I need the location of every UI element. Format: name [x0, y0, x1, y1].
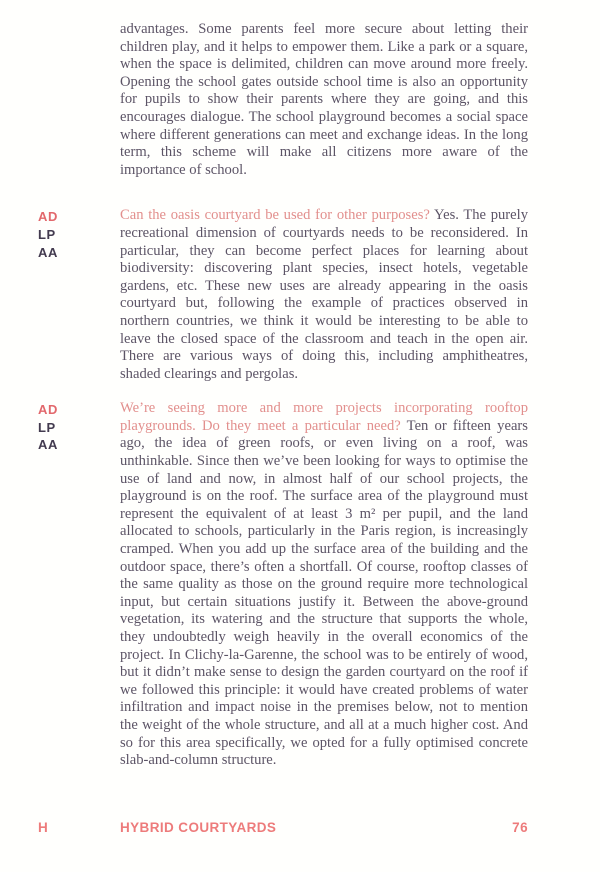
speaker-initial-ad: AD — [38, 402, 58, 418]
answer-text: advantages. Some parents feel more secure about letting their children play, and it helps to empower them. Like a park or a square, when the space is delimited, children can move around more freely. Opening the school gates outside school time is also an opportunity for pupils to show their parents where they are going, and this encourages dialogue. The school playground becomes a social space where different generations can meet and exchange ideas. In the long term, this scheme will make all citizens more aware of the importance of school. — [120, 21, 528, 178]
paragraph-text — [120, 207, 528, 383]
paragraph-block-rooftop-playgrounds — [0, 400, 600, 769]
page-footer — [0, 820, 600, 835]
paragraph-text — [120, 21, 528, 179]
speaker-initial-ad: AD — [38, 209, 58, 225]
paragraph-block-continuation — [0, 21, 600, 179]
speaker-initials — [38, 400, 120, 454]
section-title: HYBRID COURTYARDS — [120, 820, 277, 835]
speaker-initial-aa: AA — [38, 437, 58, 453]
page-number: 76 — [512, 820, 528, 835]
interview-question: We’re seeing more and more projects incorporating rooftop playgrounds. Do they meet a particular need? — [120, 400, 528, 434]
answer-text: Ten or fifteen years ago, the idea of green roofs, or even living on a roof, was unthinkable. Since then we’ve been looking for ways to optimise the use of land and now, in almost half of our school projects, the playground is on the roof. The surface area of the playground must represent the equivalent of at least 3 m² per pupil, and the land allocated to schools, particularly in the Paris region, is increasingly cramped. When you add up the surface area of the building and the outdoor space, there’s often a shortfall. Of course, rooftop classes of the same quality as those on the ground require more technological input, but certain situations justify it. Between the above-ground vegetation, its watering and the structure that supports the whole, they undoubtedly weigh heavily in the overall economics of the project. In Clichy-la-Garenne, the school was to be entirely of wood, but it didn’t make sense to design the garden courtyard on the roof if we followed this principle: it would have created problems of water infiltration and impact noise in the premises below, not to mention the weight of the whole structure, and all at a much higher cost. And so for this area specifically, we opted for a fully optimised concrete slab-and-column structure. — [120, 417, 528, 769]
paragraph-text — [120, 400, 528, 769]
speaker-initial-lp: LP — [38, 419, 56, 435]
speaker-initials-empty — [38, 21, 120, 22]
paragraph-block-oasis-courtyard — [0, 207, 600, 383]
speaker-initial-aa: AA — [38, 244, 58, 260]
speaker-initials — [38, 207, 120, 261]
answer-text: Yes. The purely recreational dimension of courtyards needs to be reconsidered. In particular, they can become perfect places for learning about biodiversity: discovering plant species, insect hotels, vegetable gardens, etc. These new uses are already appearing in the oasis courtyard but, following the example of practices observed in northern countries, we think it would be interesting to be able to leave the closed space of the classroom and teach in the open air. There are various ways of doing this, including amphitheatres, shaded clearings and pergolas. — [120, 207, 528, 382]
interview-text — [0, 21, 600, 770]
section-letter: H — [38, 820, 49, 835]
speaker-initial-lp: LP — [38, 226, 56, 242]
interview-question: Can the oasis courtyard be used for other purposes? — [120, 207, 430, 224]
